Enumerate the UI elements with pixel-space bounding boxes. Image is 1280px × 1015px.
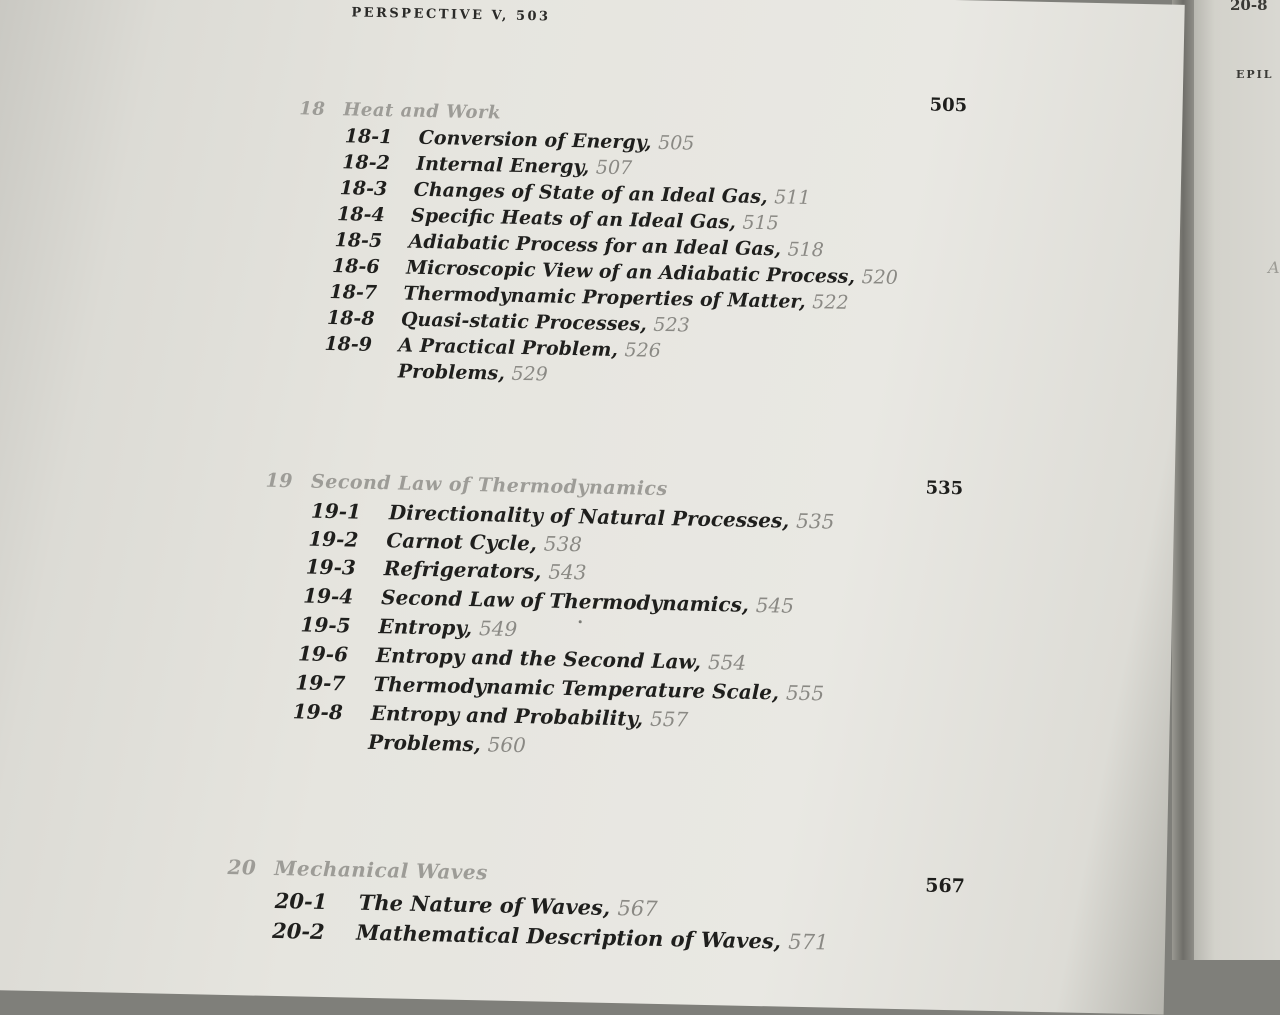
running-head: PERSPECTIVE V, 503 (351, 5, 551, 25)
section-page: 535 (795, 508, 835, 534)
section-title: Entropy and Probability, (370, 700, 644, 731)
section-number: 18-2 (342, 151, 391, 175)
section-number: 19-5 (300, 612, 351, 638)
section-number: 19-8 (292, 699, 344, 725)
chapter-title (299, 98, 501, 123)
chapter-title (265, 470, 668, 500)
section-number: 18-9 (324, 332, 373, 356)
section-page: 555 (785, 680, 825, 706)
section-number: 19-1 (310, 498, 362, 524)
right-page (1190, 0, 1280, 960)
chapter-page: 505 (929, 94, 968, 117)
section-title: Entropy and the Second Law, (375, 643, 702, 674)
problems-label: Problems, (367, 729, 481, 757)
section-page: 522 (812, 291, 849, 314)
section-title: A Practical Problem, (398, 334, 619, 362)
chapter-title-text: Second Law of Thermodynamics (310, 470, 668, 501)
toc-entry (344, 125, 695, 155)
toc-entry (342, 151, 633, 180)
toc-entry (326, 306, 690, 337)
section-page: 511 (773, 186, 811, 210)
chapter-title (227, 855, 488, 884)
right-page-letter: A (1268, 258, 1280, 277)
section-number: 19-3 (305, 554, 357, 580)
section-title: Refrigerators, (383, 556, 542, 584)
toc-entry (271, 917, 829, 955)
section-number: 20-1 (274, 887, 328, 915)
section-number: 19-2 (308, 526, 359, 552)
right-page-corner-number: 20-8 (1230, 0, 1268, 14)
toc-entry (297, 641, 747, 675)
section-title: Thermodynamic Temperature Scale, (373, 671, 780, 705)
section-page: 505 (657, 131, 695, 155)
section-title: The Nature of Waves, (358, 889, 611, 920)
section-page: 523 (653, 313, 690, 337)
section-number: 18-6 (331, 255, 380, 279)
toc-entry (324, 332, 662, 362)
section-page: 518 (787, 238, 825, 262)
toc-entry (334, 229, 825, 262)
chapter-number: 19 (265, 469, 294, 493)
section-number: 18-3 (339, 177, 388, 201)
section-page: 515 (742, 211, 779, 235)
section-number: 20-2 (271, 917, 325, 945)
section-title: Directionality of Natural Processes, (388, 500, 790, 533)
chapter-number: 20 (227, 854, 257, 880)
toc-entry (292, 699, 689, 732)
toc-entry (339, 177, 811, 210)
section-title: Internal Energy, (416, 152, 590, 179)
section-page: 554 (707, 649, 747, 675)
section-number: 18-4 (336, 203, 385, 227)
chapter-page: 535 (925, 477, 964, 500)
problems-entry (368, 730, 526, 757)
section-title: Microscopic View of an Adiabatic Process, (405, 256, 856, 288)
section-number: 19-7 (295, 670, 346, 696)
section-number: 19-6 (297, 641, 349, 667)
chapter-title-text: Heat and Work (343, 99, 502, 124)
ink-speck (579, 620, 582, 623)
right-page-fragment: EPIL (1236, 68, 1274, 81)
section-page: 538 (543, 531, 583, 557)
section-title: Conversion of Energy, (418, 126, 652, 154)
toc-entry (295, 670, 825, 706)
section-page: 557 (649, 706, 689, 732)
section-page: 549 (478, 616, 518, 641)
section-page: 507 (595, 156, 633, 180)
section-title: Specific Heats of an Ideal Gas, (410, 204, 737, 234)
section-number: 18-7 (329, 280, 378, 304)
toc-entry (310, 498, 835, 534)
section-title: Thermodynamic Properties of Matter, (403, 282, 806, 313)
section-title: Mathematical Description of Waves, (355, 919, 782, 954)
toc-entry (302, 583, 795, 618)
problems-page: 529 (511, 362, 548, 386)
toc-entry (274, 887, 658, 921)
section-page: 545 (755, 592, 795, 618)
toc-entry (305, 554, 587, 585)
section-title: Adiabatic Process for an Ideal Gas, (408, 230, 782, 261)
toc-entry (308, 526, 583, 557)
section-page: 543 (548, 559, 587, 585)
section-page: 571 (788, 929, 829, 955)
toc-entry (336, 203, 779, 235)
toc-entry (300, 612, 518, 641)
toc-entry (331, 255, 899, 289)
section-title: Changes of State of an Ideal Gas, (413, 178, 768, 209)
section-page: 526 (624, 339, 662, 362)
problems-entry (398, 360, 548, 385)
problems-page: 560 (487, 732, 527, 758)
chapter-title-text: Mechanical Waves (274, 855, 489, 885)
chapter-page: 567 (925, 874, 966, 898)
section-title: Carnot Cycle, (386, 528, 538, 556)
section-number: 19-4 (302, 583, 354, 609)
section-title: Second Law of Thermodynamics, (380, 585, 750, 617)
section-number: 18-8 (326, 306, 375, 330)
section-page: 520 (861, 266, 899, 289)
section-number: 18-5 (334, 229, 383, 253)
chapter-number: 18 (299, 98, 326, 120)
section-title: Entropy, (378, 614, 473, 641)
section-number: 18-1 (344, 125, 393, 149)
toc-entry (329, 280, 849, 314)
section-title: Quasi-static Processes, (400, 308, 648, 336)
problems-label: Problems, (397, 360, 506, 385)
section-page: 567 (617, 896, 658, 921)
